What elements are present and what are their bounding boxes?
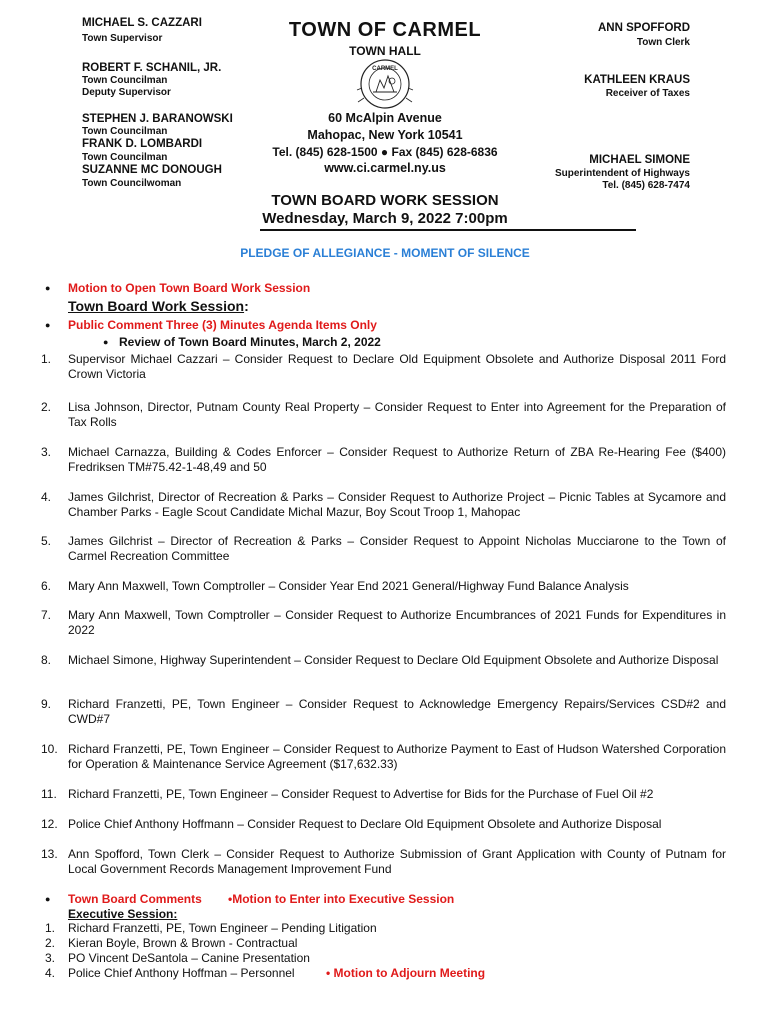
exec-number: 2. [45, 936, 56, 950]
town-name: TOWN OF CARMEL [288, 19, 482, 41]
agenda-item [41, 653, 726, 668]
item-text: Richard Franzetti, PE, Town Engineer – Consider Request to Advertise for Bids for the Purchase of Fuel Oil #2 [68, 787, 654, 801]
agenda-item [41, 579, 726, 594]
motion-adjourn: • Motion to Adjourn Meeting [326, 966, 486, 980]
item-number: 3. [41, 445, 52, 459]
item-text: Supervisor Michael Cazzari – Consider Request to Declare Old Equipment Obsolete and Authorize Disposal 2011 Ford Crown Victoria [68, 352, 726, 381]
item-number: 5. [41, 534, 52, 548]
item-number: 13. [41, 847, 58, 861]
agenda-item [41, 817, 726, 832]
item-text: Mary Ann Maxwell, Town Comptroller – Consider Request to Authorize Encumbrances of 2021 Funds for Expenditures in 2022 [68, 608, 726, 637]
item-number: 7. [41, 608, 52, 622]
official-name: MICHAEL S. CAZZARI [82, 17, 202, 29]
review-minutes: Review of Town Board Minutes, March 2, 2022 [119, 335, 381, 349]
executive-session-heading: Executive Session: [68, 907, 178, 921]
bullet-icon: ● [45, 320, 51, 330]
town-board-comments: Town Board Comments [68, 892, 202, 906]
divider [260, 229, 636, 231]
official-title: Town Councilman [82, 152, 168, 163]
bullet-icon: ● [45, 283, 51, 293]
meeting-title: TOWN BOARD WORK SESSION [271, 192, 499, 209]
address-line2: Mahopac, New York 10541 [307, 128, 463, 142]
town-seal-icon [356, 58, 414, 110]
official-name: SUZANNE MC DONOUGH [82, 164, 222, 176]
agenda-item [41, 534, 726, 564]
item-number: 6. [41, 579, 52, 593]
official-title: Town Councilman [82, 75, 168, 86]
official-title: Superintendent of Highways [554, 168, 690, 179]
item-text: Ann Spofford, Town Clerk – Consider Request to Authorize Submission of Grant Application with County of Putnam for Local Government Records Management Improvement Fund [68, 847, 726, 876]
item-number: 11. [41, 787, 57, 801]
item-text: Lisa Johnson, Director, Putnam County Real Property – Consider Request to Enter into Agreement for the Preparation of Tax Rolls [68, 400, 726, 429]
item-number: 1. [41, 352, 52, 366]
official-title: Tel. (845) 628-7474 [602, 180, 690, 191]
exec-number: 1. [45, 921, 56, 935]
item-number: 10. [41, 742, 58, 756]
official-name: ANN SPOFFORD [598, 22, 690, 34]
official-title: Receiver of Taxes [605, 88, 690, 99]
official-title: Deputy Supervisor [82, 87, 171, 98]
official-name: MICHAEL SIMONE [589, 154, 690, 166]
phone-fax: Tel. (845) 628-1500 ● Fax (845) 628-6836 [272, 145, 498, 159]
heading-colon: : [244, 298, 249, 314]
exec-item: PO Vincent DeSantola – Canine Presentation [68, 951, 310, 965]
pledge-line: PLEDGE OF ALLEGIANCE - MOMENT OF SILENCE [240, 246, 530, 260]
item-text: Michael Simone, Highway Superintendent – Consider Request to Declare Old Equipment Obsolete and Authorize Disposal [68, 653, 719, 667]
item-text: Mary Ann Maxwell, Town Comptroller – Consider Year End 2021 General/Highway Fund Balance Analysis [68, 579, 629, 593]
work-session-heading: Town Board Work Session [68, 298, 245, 314]
meeting-date: Wednesday, March 9, 2022 7:00pm [262, 210, 508, 227]
town-hall-label: TOWN HALL [349, 44, 421, 58]
agenda-item [41, 787, 726, 802]
agenda-item [41, 490, 726, 520]
official-name: STEPHEN J. BARANOWSKI [82, 113, 233, 125]
exec-item: Richard Franzetti, PE, Town Engineer – Pending Litigation [68, 921, 377, 935]
website: www.ci.carmel.ny.us [324, 161, 446, 175]
agenda-item [41, 352, 726, 382]
official-title: Town Councilman [82, 126, 168, 137]
item-text: Police Chief Anthony Hoffmann – Consider Request to Declare Old Equipment Obsolete and Authorize Disposal [68, 817, 662, 831]
agenda-item [41, 847, 726, 877]
motion-executive: •Motion to Enter into Executive Session [228, 892, 455, 906]
item-text: Richard Franzetti, PE, Town Engineer – Consider Request to Authorize Payment to East of Hudson Watershed Corporation for Operation & Maintenance Service Agreement ($17,632.33) [68, 742, 726, 771]
item-number: 8. [41, 653, 52, 667]
agenda-item [41, 400, 726, 430]
item-number: 9. [41, 697, 52, 711]
agenda-item [41, 445, 726, 475]
official-name: KATHLEEN KRAUS [584, 74, 690, 86]
agenda-item [41, 742, 726, 772]
item-text: James Gilchrist, Director of Recreation & Parks – Consider Request to Authorize Project – Picnic Tables at Sycamore and Chamber Parks - Eagle Scout Candidate Michal Mazur, Boy Scout Troop 1, Mahopac [68, 490, 726, 519]
exec-item: Kieran Boyle, Brown & Brown - Contractual [68, 936, 298, 950]
address-line1: 60 McAlpin Avenue [328, 111, 442, 125]
official-title: Town Councilwoman [82, 178, 182, 189]
item-number: 2. [41, 400, 52, 414]
agenda-item [41, 608, 726, 638]
svg-text:CARMEL: CARMEL [372, 66, 398, 72]
exec-number: 3. [45, 951, 56, 965]
motion-open: Motion to Open Town Board Work Session [68, 281, 311, 295]
item-text: James Gilchrist – Director of Recreation & Parks – Consider Request to Appoint Nicholas Mucciarone to the Town of Carmel Recreation Committee [68, 534, 726, 563]
official-title: Town Supervisor [82, 33, 163, 44]
item-text: Richard Franzetti, PE, Town Engineer – Consider Request to Acknowledge Emergency Repairs/Services CSD#2 and CWD#7 [68, 697, 726, 726]
item-text: Michael Carnazza, Building & Codes Enforcer – Consider Request to Authorize Return of ZBA Re-Hearing Fee ($400) Fredriksen TM#75.42-1-48,49 and 50 [68, 445, 726, 474]
exec-number: 4. [45, 966, 56, 980]
item-number: 12. [41, 817, 58, 831]
official-title: Town Clerk [636, 37, 690, 48]
exec-item: Police Chief Anthony Hoffman – Personnel [68, 966, 295, 980]
bullet-icon: ● [103, 337, 109, 347]
agenda-item [41, 697, 726, 727]
item-number: 4. [41, 490, 52, 504]
official-name: FRANK D. LOMBARDI [82, 138, 203, 150]
public-comment: Public Comment Three (3) Minutes Agenda Items Only [68, 318, 377, 332]
bullet-icon: ● [45, 894, 51, 904]
official-name: ROBERT F. SCHANIL, JR. [82, 62, 222, 74]
